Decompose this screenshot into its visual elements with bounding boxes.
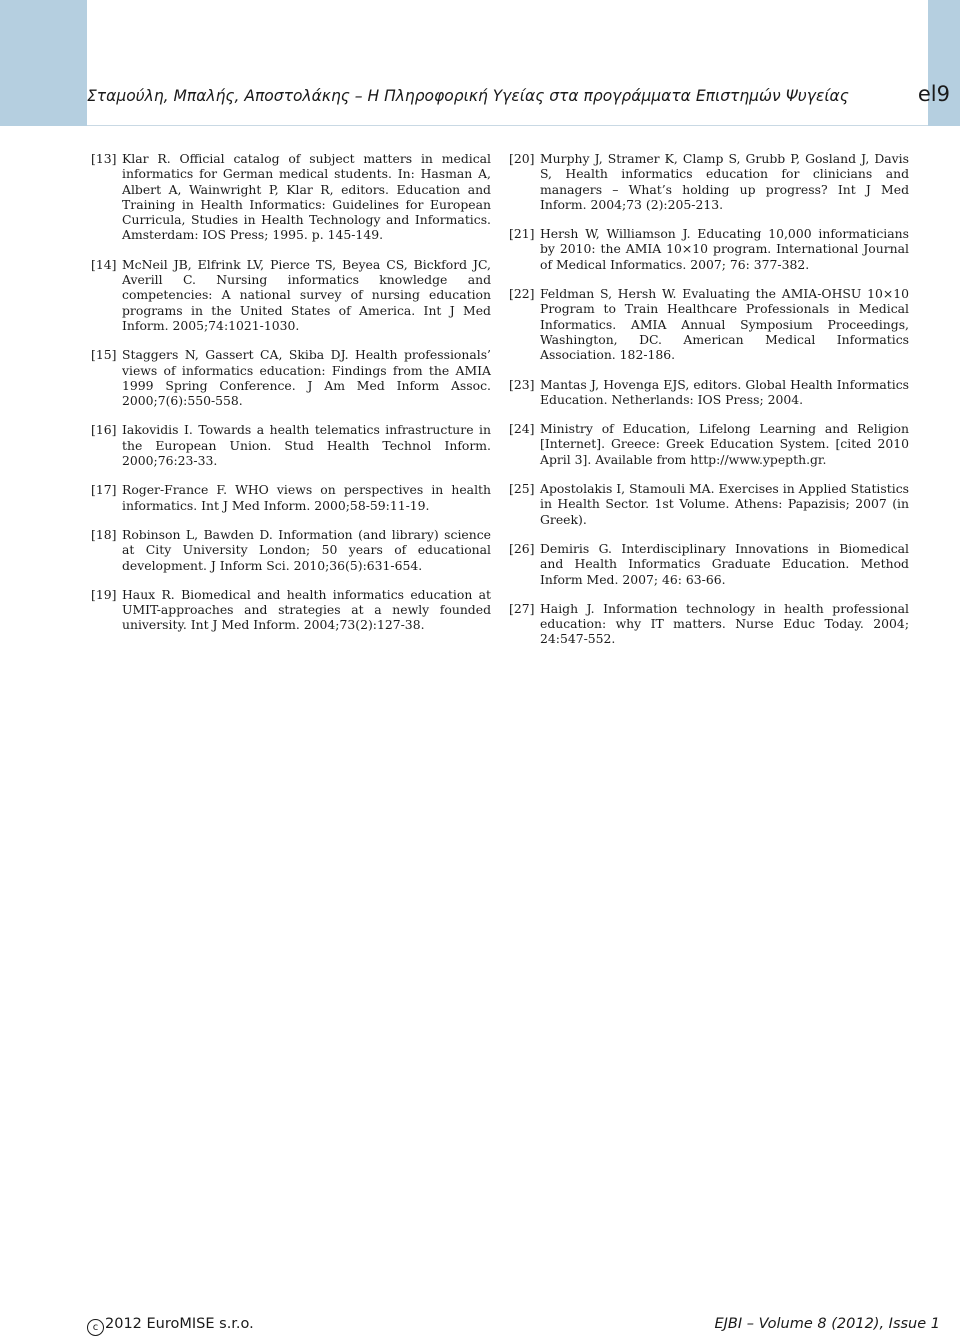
- reference-number: [26]: [509, 540, 535, 556]
- page-number: el9: [917, 82, 950, 106]
- reference-item: [91, 151, 491, 243]
- reference-number: [25]: [509, 481, 535, 497]
- references-column-left: [91, 151, 491, 647]
- references-column-right: [509, 151, 909, 661]
- reference-item: [91, 347, 491, 408]
- header-divider: [87, 125, 928, 126]
- reference-number: [16]: [91, 422, 117, 438]
- reference-text: Haigh J. Information technology in health professional education: why IT matters. Nurse Educ Today. 2004; 24:547-552.: [540, 600, 909, 647]
- reference-item: [509, 226, 909, 272]
- reference-text: Staggers N, Gassert CA, Skiba DJ. Health professionals’ views of informatics education: Findings from the AMIA 1999 Spring Conference. J Am Med Inform Assoc. 2000;7(6):550-558.: [122, 347, 491, 409]
- reference-text: Demiris G. Interdisciplinary Innovations in Biomedical and Health Informatics Graduate Education. Method Inform Med. 2007; 46: 63-66.: [540, 540, 909, 587]
- reference-number: [17]: [91, 482, 117, 498]
- reference-number: [24]: [509, 421, 535, 437]
- header-band-right: [928, 0, 960, 126]
- reference-item: [509, 377, 909, 408]
- reference-item: [509, 421, 909, 467]
- reference-item: [91, 587, 491, 633]
- running-title: Σταμούλη, Μπαλής, Αποστολάκης – Η Πληροφορική Υγείας στα προγράμματα Επιστημών Ψυγείας: [87, 87, 849, 105]
- reference-number: [14]: [91, 256, 117, 272]
- copyright-icon: c: [87, 1319, 104, 1336]
- reference-text: Murphy J, Stramer K, Clamp S, Grubb P, Gosland J, Davis S, Health informatics education for clinicians and managers – What’s holding up progress? Int J Med Inform. 2004;73 (2):205-213.: [540, 151, 909, 212]
- reference-text: Apostolakis I, Stamouli MA. Exercises in Applied Statistics in Health Sector. 1st Volume. Athens: Papazisis; 2007 (in Greek).: [540, 481, 909, 527]
- reference-text: Robinson L, Bawden D. Information (and library) science at City University London; 50 years of educational development. J Inform Sci. 2010;36(5):631-654.: [122, 526, 491, 573]
- page-footer: [87, 1316, 940, 1336]
- reference-item: [91, 257, 491, 333]
- reference-number: [20]: [509, 151, 535, 166]
- footer-journal: EJBI – Volume 8 (2012), Issue 1: [714, 1316, 940, 1332]
- reference-item: [509, 481, 909, 527]
- footer-copyright: [87, 1316, 254, 1336]
- reference-text: Roger-France F. WHO views on perspectives in health informatics. Int J Med Inform. 2000;58-59:11-19.: [122, 482, 491, 513]
- reference-number: [27]: [509, 600, 535, 616]
- reference-text: Klar R. Official catalog of subject matters in medical informatics for German medical students. In: Hasman A, Albert A, Wainwright P, Klar R, editors. Education and Training in Health Informatics: Guidelines for European Curricula, Studies in Health Technology and Informatics. Amsterdam: IOS Press; 1995. p. 145-149.: [122, 151, 491, 243]
- reference-number: [23]: [509, 376, 535, 392]
- reference-text: Ministry of Education, Lifelong Learning and Religion [Internet]. Greece: Greek Education System. [cited 2010 April 3]. Available from http://www.ypepth.gr.: [540, 421, 909, 467]
- reference-text: Mantas J, Hovenga EJS, editors. Global Health Informatics Education. Netherlands: IOS Press; 2004.: [540, 376, 909, 407]
- reference-text: Iakovidis I. Towards a health telematics infrastructure in the European Union. Stud Health Technol Inform. 2000;76:23-33.: [122, 422, 491, 469]
- reference-text: McNeil JB, Elfrink LV, Pierce TS, Beyea CS, Bickford JC, Averill C. Nursing informatics knowledge and competencies: A national survey of nursing education programs in the United States of America. Int J Med Inform. 2005;74:1021-1030.: [122, 256, 491, 333]
- reference-number: [13]: [91, 151, 117, 166]
- reference-item: [509, 286, 909, 362]
- reference-number: [21]: [509, 226, 535, 242]
- running-header: [87, 82, 950, 106]
- reference-item: [509, 541, 909, 587]
- reference-number: [19]: [91, 586, 117, 602]
- reference-number: [18]: [91, 526, 117, 542]
- reference-item: [91, 482, 491, 513]
- reference-number: [22]: [509, 286, 535, 302]
- copyright-text: 2012 EuroMISE s.r.o.: [105, 1316, 254, 1332]
- reference-text: Hersh W, Williamson J. Educating 10,000 informaticians by 2010: the AMIA 10×10 program. International Journal of Medical Informatics. 2007; 76: 377-382.: [540, 226, 909, 272]
- reference-item: [91, 527, 491, 573]
- reference-text: Feldman S, Hersh W. Evaluating the AMIA-OHSU 10×10 Program to Train Healthcare Professionals in Medical Informatics. AMIA Annual Symposium Proceedings, Washington, DC. American Medical Informatics Association. 182-186.: [540, 286, 909, 363]
- reference-number: [15]: [91, 347, 117, 363]
- header-band-left: [0, 0, 87, 126]
- reference-item: [91, 422, 491, 468]
- reference-item: [509, 601, 909, 647]
- reference-item: [509, 151, 909, 212]
- reference-text: Haux R. Biomedical and health informatics education at UMIT-approaches and strategies at a newly founded university. Int J Med Inform. 2004;73(2):127-38.: [122, 586, 491, 633]
